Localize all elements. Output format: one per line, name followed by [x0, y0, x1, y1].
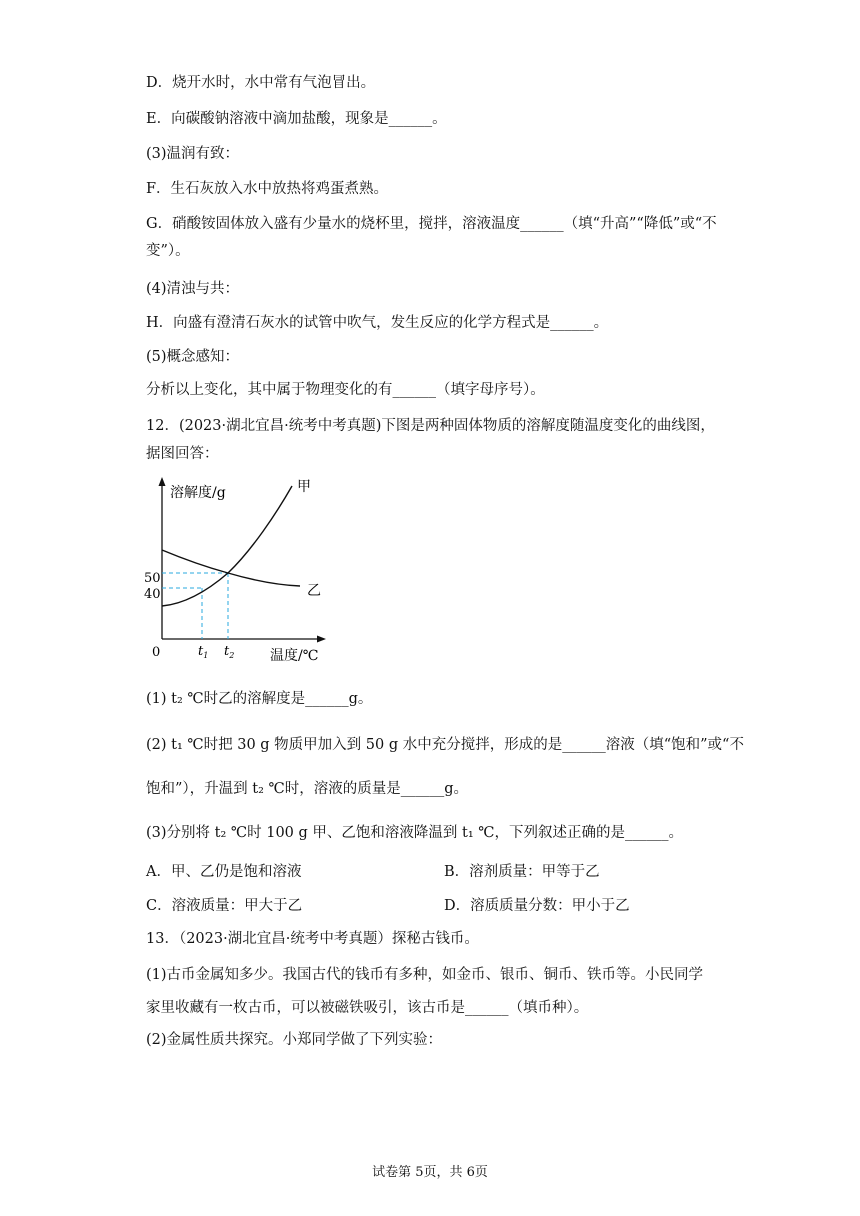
choice-b: B．溶剂质量：甲等于乙: [444, 864, 600, 880]
question-12-part-2-line-1: (2) t₁ ℃时把 30 g 物质甲加入到 50 g 水中充分搅拌，形成的是______溶液（填“饱和”或“不: [146, 737, 744, 753]
question-13-part-1-line-1: (1)古币金属知多少。我国古代的钱币有多种，如金币、银币、铜币、铁币等。小民同学: [146, 967, 704, 983]
solubility-chart: [140, 474, 340, 670]
x-tick-label-t2: $t_2$: [224, 644, 235, 660]
question-12-part-1: (1) t₂ ℃时乙的溶解度是______g。: [146, 691, 373, 707]
option-h-line: H．向盛有澄清石灰水的试管中吹气，发生反应的化学方程式是______。: [146, 315, 609, 331]
y-tick-label-50: 50: [144, 571, 161, 586]
y-axis-label: 溶解度/g: [170, 485, 226, 501]
x-axis-arrow: [317, 636, 326, 643]
choice-d: D．溶质质量分数：甲小于乙: [444, 898, 630, 914]
section-4-heading: (4)清浊与共：: [146, 281, 240, 297]
question-12-line-1: 12．(2023·湖北宜昌·统考中考真题)下图是两种固体物质的溶解度随温度变化的曲线图，: [146, 418, 715, 434]
y-tick-label-40: 40: [144, 587, 161, 602]
section-3-heading: (3)温润有致：: [146, 146, 240, 162]
option-e-line: E．向碳酸钠溶液中滴加盐酸，现象是______。: [146, 111, 447, 127]
question-12-part-2-line-2: 饱和”），升温到 t₂ ℃时，溶液的质量是______g。: [146, 781, 469, 797]
x-axis-label: 温度/℃: [270, 648, 319, 664]
x-tick-label-t1: $t_1$: [198, 644, 209, 660]
y-axis-arrow: [159, 477, 166, 486]
question-13-part-2: (2)金属性质共探究。小郑同学做了下列实验：: [146, 1032, 443, 1048]
question-12-line-2: 据图回答：: [146, 446, 219, 462]
series-jia-curve: [162, 486, 292, 606]
question-13-part-1-line-2: 家里收藏有一枚古币，可以被磁铁吸引，该古币是______（填币种）。: [146, 1000, 589, 1016]
series-yi-curve: [162, 550, 300, 586]
series-jia-label: 甲: [297, 479, 311, 495]
analysis-line: 分析以上变化，其中属于物理变化的有______（填字母序号）。: [146, 382, 545, 398]
option-g-line-1: G．硝酸铵固体放入盛有少量水的烧杯里，搅拌，溶液温度______（填“升高”“降低”或“不: [146, 216, 717, 232]
series-yi-label: 乙: [307, 583, 321, 599]
question-12-part-3: (3)分别将 t₂ ℃时 100 g 甲、乙饱和溶液降温到 t₁ ℃，下列叙述正确的是______。: [146, 825, 683, 841]
option-f-line: F．生石灰放入水中放热将鸡蛋煮熟。: [146, 181, 389, 197]
page-footer: 试卷第 5页，共 6页: [372, 1165, 488, 1180]
question-13-line: 13．（2023·湖北宜昌·统考中考真题）探秘古钱币。: [146, 931, 479, 947]
choice-a: A．甲、乙仍是饱和溶液: [146, 864, 302, 880]
section-5-heading: (5)概念感知：: [146, 349, 240, 365]
choice-c: C．溶液质量：甲大于乙: [146, 898, 303, 914]
option-d-line: D．烧开水时，水中常有气泡冒出。: [146, 75, 376, 91]
origin-label: 0: [152, 645, 161, 660]
option-g-line-2: 变”）。: [146, 243, 190, 259]
